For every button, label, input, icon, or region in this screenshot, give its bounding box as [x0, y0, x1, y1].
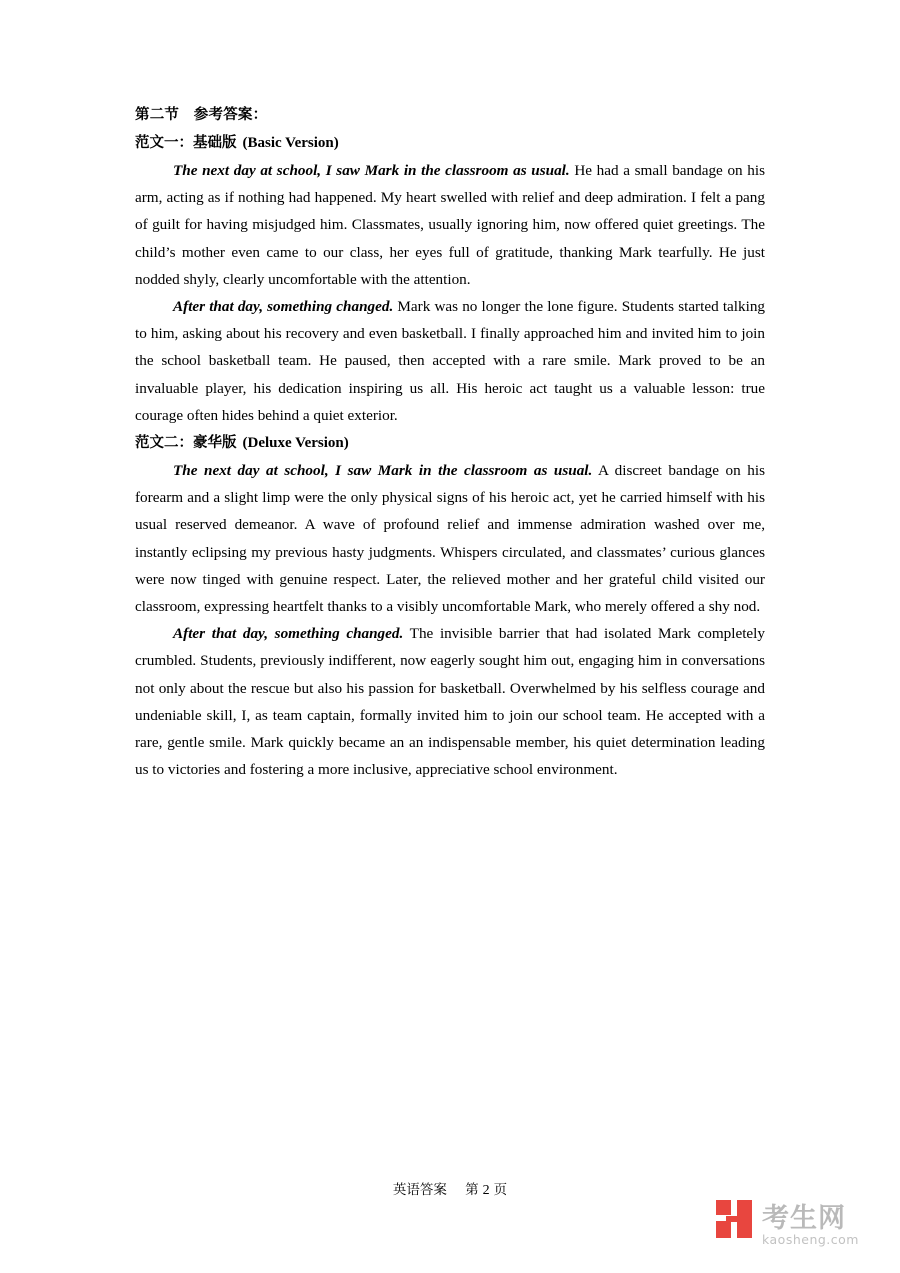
- watermark-logo-icon: [716, 1200, 752, 1238]
- essay2-paragraph-1: [135, 457, 765, 620]
- watermark: [716, 1196, 886, 1258]
- essay2-par1-text: A discreet bandage on his forearm and a slight limp were the only physical signs of his heroic act, yet he carried himself with his usual reserved demeanor. A wave of profound relief and immense admiration washed over me, instantly eclipsing my previous hasty judgments. Whispers circulated, and classmates’ curious glances were now tinged with genuine respect. Later, the relieved mother and her grateful child visited our classroom, expressing heartfelt thanks to a visibly uncomfortable Mark, who merely offered a shy nod.: [135, 462, 765, 616]
- watermark-subtext: kaosheng.com: [762, 1232, 859, 1247]
- footer-page-number: 2: [482, 1183, 490, 1198]
- essay1-title-en: (Basic Version): [242, 135, 339, 151]
- footer-page-label: 第: [465, 1182, 479, 1198]
- essay2-par2-text: The invisible barrier that had isolated Mark completely crumbled. Students, previously indifferent, now eagerly sought him out, engaging him in conversations not only about the rescue but also his passion for basketball. Overwhelmed by his selfless courage and undeniable skill, I, as team captain, formally invited him to join our school team. He accepted with a rare, gentle smile. Mark quickly became an an indispensable member, his quiet determination leading us to victories and fostering a more inclusive, appreciative school environment.: [135, 625, 765, 779]
- essay2-par2-lead: After that day, something changed.: [173, 625, 404, 643]
- footer-label: 英语答案: [392, 1182, 447, 1198]
- essay1-paragraph-2: [135, 293, 765, 429]
- essay1-paragraph-1: [135, 157, 765, 293]
- watermark-text: 考生网: [762, 1203, 846, 1234]
- section-heading: 第二节 参考答案：: [135, 107, 268, 123]
- essay1-title-cn: 范文一：基础版: [135, 135, 237, 151]
- essay1-par2-text: Mark was no longer the lone figure. Students started talking to him, asking about his recovery and even basketball. I finally approached him and invited him to join the school basketball team. He paused, then accepted with a rare smile. Mark proved to be an invaluable player, his dedication inspiring us all. His heroic act taught us a valuable lesson: true courage often hides behind a quiet exterior.: [135, 298, 766, 424]
- document-body: [135, 102, 765, 783]
- essay2-paragraph-2: [135, 620, 765, 783]
- essay1-par1-text: He had a small bandage on his arm, acting as if nothing had happened. My heart swelled with relief and deep admiration. I felt a pang of guilt for having misjudged him. Classmates, usually ignoring him, now offered quiet greetings. The child’s mother even came to our class, her eyes full of gratitude, thanking Mark tearfully. He just nodded shyly, clearly uncomfortable with the attention.: [135, 162, 765, 288]
- essay1-heading: [135, 129, 765, 157]
- essay2-title-cn: 范文二：豪华版: [135, 435, 237, 452]
- essay2-par1-lead: The next day at school, I saw Mark in the classroom as usual.: [173, 462, 593, 480]
- footer-page-unit: 页: [493, 1182, 508, 1198]
- essay2-heading: [135, 429, 765, 457]
- essay1-par2-lead: After that day, something changed.: [173, 298, 394, 316]
- essay2-title-en: (Deluxe Version): [242, 435, 349, 452]
- essay1-par1-lead: The next day at school, I saw Mark in the classroom as usual.: [173, 162, 570, 179]
